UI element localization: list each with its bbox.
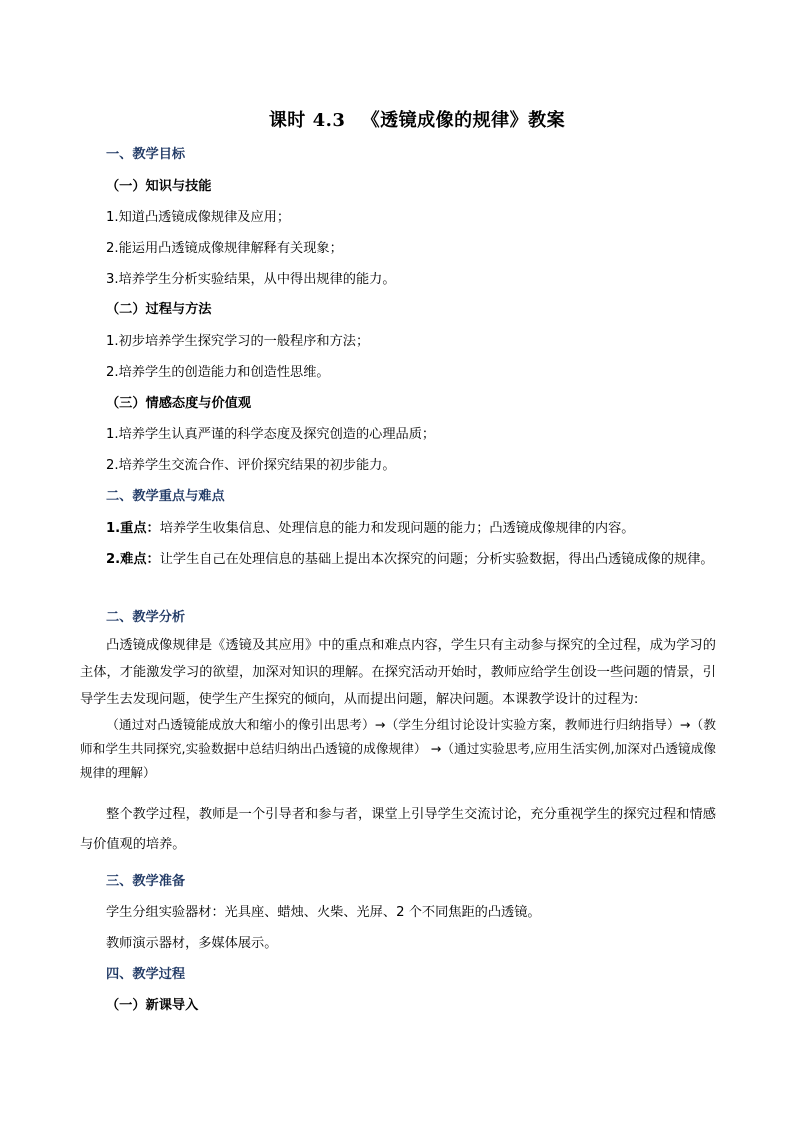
key-point-label: 1.重点： xyxy=(106,521,160,536)
section-heading-analysis: 二、教学分析 xyxy=(106,610,186,625)
difficulty-text: 让学生自己在处理信息的基础上提出本次探究的问题；分析实验数据，得出凸透镜成像的规律。 xyxy=(159,552,714,567)
list-item: 2.能运用凸透镜成像规律解释有关现象； xyxy=(106,241,343,256)
list-item: 3.培养学生分析实验结果，从中得出规律的能力。 xyxy=(106,272,396,287)
section-heading-objectives: 一、教学目标 xyxy=(106,147,186,162)
summary-paragraph xyxy=(80,800,716,859)
list-item: 1.知道凸透镜成像规律及应用； xyxy=(106,210,291,225)
teaching-flow-text: （通过对凸透镜能成放大和缩小的像引出思考）→（学生分组讨论设计实验方案，教师进行归纳指导）→（教师和学生共同探究,实验数据中总结归纳出凸透镜的成像规律） →（通过实验思考,应用生活实例,加深对凸透镜成像规律的理解） xyxy=(80,717,716,780)
difficulty-paragraph xyxy=(80,545,716,575)
subheading-process-method: （二）过程与方法 xyxy=(106,302,212,317)
section-heading-process: 四、教学过程 xyxy=(106,967,186,982)
list-item: 2.培养学生交流合作、评价探究结果的初步能力。 xyxy=(106,458,396,473)
subheading-attitude-values: （三）情感态度与价值观 xyxy=(106,396,252,411)
teaching-flow-paragraph xyxy=(80,713,716,785)
analysis-text: 凸透镜成像规律是《透镜及其应用》中的重点和难点内容，学生只有主动参与探究的全过程，成为学习的主体，才能激发学习的欲望，加深对知识的理解。在探究活动开始时，教师应给学生创设一些问题的情景，引导学生去发现问题，使学生产生探究的倾向，从而提出问题，解决问题。本课教学设计的过程为: xyxy=(80,638,716,707)
list-item: 1.初步培养学生探究学习的一般程序和方法； xyxy=(106,334,370,349)
list-item: 2.培养学生的创造能力和创造性思维。 xyxy=(106,365,330,380)
section-heading-key-points: 二、教学重点与难点 xyxy=(106,489,225,504)
difficulty-label: 2.难点： xyxy=(106,552,160,567)
subheading-introduction: （一）新课导入 xyxy=(106,998,199,1013)
key-point-text: 培养学生收集信息、处理信息的能力和发现问题的能力；凸透镜成像规律的内容。 xyxy=(159,521,635,536)
preparation-item: 教师演示器材，多媒体展示。 xyxy=(106,936,278,951)
analysis-paragraph xyxy=(80,632,716,713)
section-heading-preparation: 三、教学准备 xyxy=(106,874,186,889)
summary-text: 整个教学过程，教师是一个引导者和参与者，课堂上引导学生交流讨论，充分重视学生的探究过程和情感与价值观的培养。 xyxy=(80,807,716,852)
document-title: 课时 4.3 《透镜成像的规律》教案 xyxy=(268,110,566,131)
list-item: 1.培养学生认真严谨的科学态度及探究创造的心理品质； xyxy=(106,427,436,442)
preparation-item: 学生分组实验器材：光具座、蜡烛、火柴、光屏、2 个不同焦距的凸透镜。 xyxy=(106,905,541,920)
subheading-knowledge-skills: （一）知识与技能 xyxy=(106,179,212,194)
key-point-paragraph xyxy=(80,514,716,544)
